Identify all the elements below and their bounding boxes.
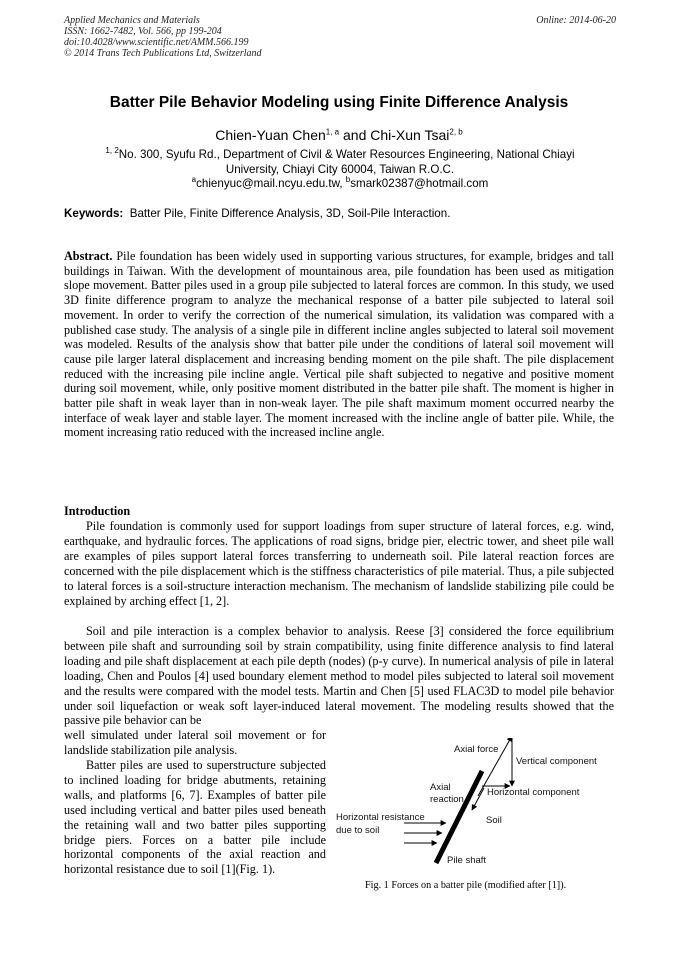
figure-caption: Fig. 1 Forces on a batter pile (modified after [1]). bbox=[365, 880, 567, 891]
label-horizontal-resistance: Horizontal resistance bbox=[336, 812, 425, 823]
author-2: Chi-Xun Tsai bbox=[370, 127, 450, 143]
email-b-sup: b bbox=[345, 175, 351, 185]
affiliation-line-1 bbox=[80, 148, 600, 163]
label-due-to-soil: due to soil bbox=[336, 825, 380, 836]
affiliation-sup: 1, 2 bbox=[105, 146, 119, 156]
intro-paragraph-1: Pile foundation is commonly used for support loadings from super structure of lateral forces, e.g. wind, earthquake, and hydraulic forces. The applications of road signs, bridge pier, electric tower, and sheet pile wall are examples of piles support lateral forces transferring to underneath soil. Pile lateral reaction forces are concerned with the pile displacement which is the stiffness characteristics of pile material. Thus, a pile subjected to lateral forces is a soil-structure interaction mechanism. The mechanism of landslide stabilizing pile could be explained by arching effect [1, 2]. bbox=[64, 519, 614, 608]
author-2-sup: 2, b bbox=[449, 127, 463, 137]
intro-paragraph-2: Soil and pile interaction is a complex behavior to analysis. Reese [3] considered the force equilibrium between pile shaft and surrounding soil by strain compatibility, using finite difference analysis to find lateral loading and pile shaft displacement at each pile depth (nodes) (p-y curve). In numerical analysis of pile in lateral loading, Chen and Poulos [4] used boundary element method to model piles subjected to lateral soil movement and the results were compared with the model tests. Martin and Chen [5] used FLAC3D to model pile behavior under soil liquefaction or weak soft layer-induced lateral movement. The modeling results showed that the passive pile behavior can be bbox=[64, 624, 614, 728]
section-heading-introduction: Introduction bbox=[64, 504, 131, 518]
affiliation bbox=[80, 148, 600, 192]
paper-title: Batter Pile Behavior Modeling using Finite Difference Analysis bbox=[109, 94, 569, 111]
affiliation-line-2: University, Chiayi City 60004, Taiwan R.O.C. bbox=[225, 162, 455, 176]
abstract-text: Pile foundation has been widely used in supporting various structures, for example, bridges and tall buildings in Taiwan. With the development of mountainous area, pile foundation has been used as mitigation slope movement. Batter piles used in a group pile subjected to lateral forces are common. In this study, we used 3D finite difference program to analyze the mechanical response of a batter pile subjected to lateral soil movement. In order to verify the correction of the numerical simulation, its validation was compared with a published case study. The analysis of a single pile in different incline angles subjected to lateral soil movement was modeled. Results of the analysis show that batter pile under the conditions of lateral soil movement will cause pile larger lateral displacement and increasing bending moment on the pile shaft. The pile displacement reduced with the increasing pile incline angle. Vertical pile shaft subjected to negative and positive moment during soil movement, while, only positive moment distributed in the batter pile shaft. The moment is higher in batter pile shaft in weak layer than in non-weak layer. The pile shaft maximum moment occurred nearby the interface of weak layer and stable layer. The moment increased with the incline angle of batter pile. While, the moment increasing ratio reduced with the increased incline angle. bbox=[64, 249, 615, 440]
keywords-text: Batter Pile, Finite Difference Analysis, 3D, Soil-Pile Interaction. bbox=[129, 207, 451, 220]
email-b[interactable]: smark02387@hotmail.com bbox=[350, 177, 489, 190]
online-date: Online: 2014-06-20 bbox=[536, 15, 616, 26]
issn: ISSN: 1662-7482, Vol. 566, pp 199-204 bbox=[64, 26, 222, 37]
affiliation-text-1: No. 300, Syufu Rd., Department of Civil & Water Resources Engineering, National Chiayi bbox=[118, 148, 575, 161]
keywords bbox=[64, 207, 450, 220]
intro-paragraph-3: Batter piles are used to superstructure subjected to inclined loading for bridge abutments, retaining walls, and platforms [6, 7]. Examples of batter pile used including vertical and batter piles used beneath the retaining wall and two batter piles supporting bridge piers. Forces on a batter pile include horizontal components of the axial reaction and horizontal resistance due to soil [1](Fig. 1). bbox=[64, 758, 326, 877]
label-horizontal-component: Horizontal component bbox=[487, 787, 580, 798]
doi-link[interactable]: doi:10.4028/www.scientific.net/AMM.566.199 bbox=[64, 37, 249, 48]
label-reaction: reaction bbox=[430, 794, 464, 805]
journal-name: Applied Mechanics and Materials bbox=[64, 15, 200, 26]
email-line bbox=[80, 177, 600, 192]
author-1: Chien-Yuan Chen bbox=[215, 127, 326, 143]
label-axial-force: Axial force bbox=[454, 744, 499, 755]
journal-header bbox=[64, 15, 262, 59]
copyright: © 2014 Trans Tech Publications Ltd, Switzerland bbox=[64, 48, 262, 59]
intro-paragraph-2-cont: well simulated under lateral soil movement or for landslide stabilization pile analysis. bbox=[64, 728, 326, 757]
label-soil: Soil bbox=[486, 815, 502, 826]
email-a-sup: a bbox=[191, 175, 197, 185]
abstract bbox=[64, 249, 614, 440]
author-line bbox=[0, 127, 678, 143]
figure-batter-pile-forces bbox=[332, 738, 622, 873]
author-and: and bbox=[339, 127, 371, 143]
label-axial: Axial bbox=[430, 782, 451, 793]
label-pile-shaft: Pile shaft bbox=[447, 855, 487, 866]
keywords-label: Keywords: bbox=[64, 207, 124, 220]
abstract-label: Abstract. bbox=[64, 249, 113, 263]
author-1-sup: 1, a bbox=[325, 127, 340, 137]
label-vertical-component: Vertical component bbox=[516, 756, 597, 767]
email-a[interactable]: chienyuc@mail.ncyu.edu.tw, bbox=[196, 177, 346, 190]
